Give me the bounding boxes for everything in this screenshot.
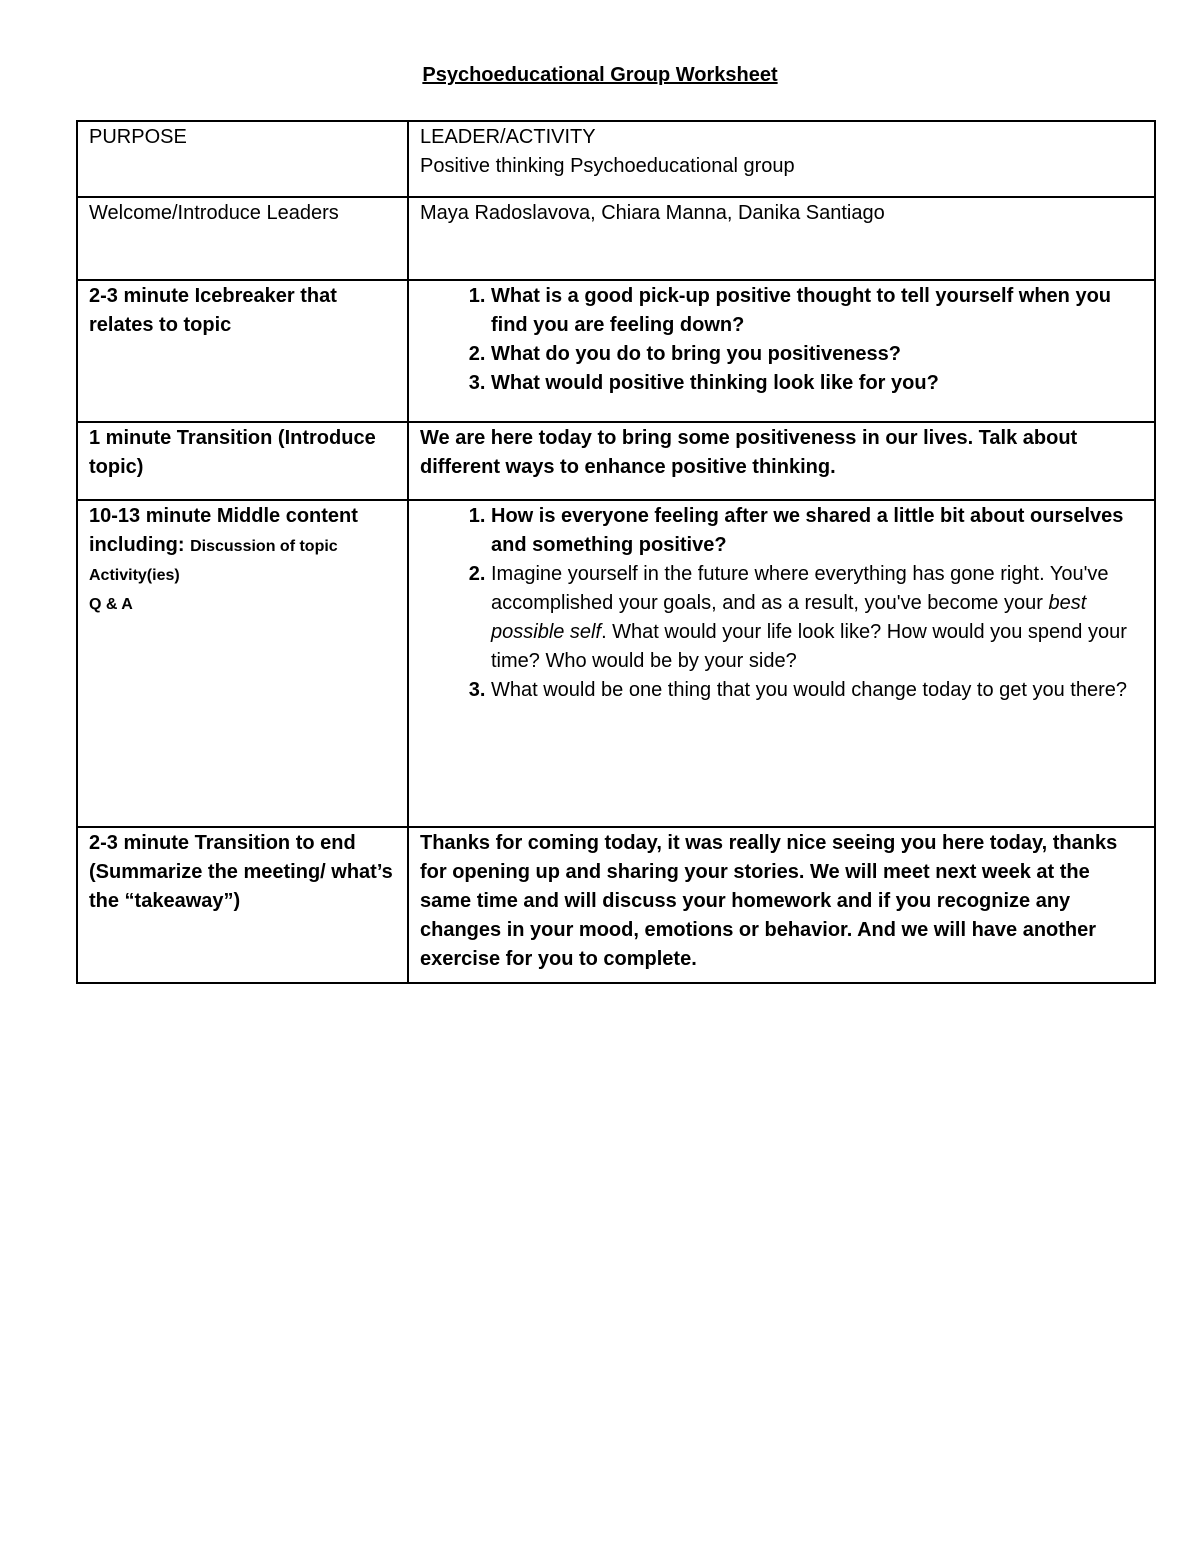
content-cell [408,500,1155,827]
purpose-text: 2-3 minute Transition to end (Summarize the meeting/ what’s the “takeaway”) [89,832,393,912]
purpose-cell [77,197,408,280]
purpose-subtext: Activity(ies) [89,567,180,584]
content-cell [408,280,1155,422]
list-item-text: What would be one thing that you would change today to get you there? [491,679,1127,701]
activity-name: Positive thinking Psychoeducational group [420,155,795,177]
content-cell [408,827,1155,983]
list-item: 1. What is a good pick-up positive thought to tell yourself when you find you are feeling down? [491,282,1142,340]
list-item: 1. How is everyone feeling after we shared a little bit about ourselves and something positive? [491,502,1142,560]
table-row [77,827,1155,983]
purpose-cell [77,280,408,422]
list-item-text: Imagine yourself in the future where everything has gone right. You've accomplished your goals, and as a result, you've become your [491,563,1109,614]
table-row [77,280,1155,422]
list-item-text: . What would your life look like? How would you spend your time? Who would be by your side? [491,621,1127,672]
purpose-subtext: Q & A [89,596,133,613]
page-title: Psychoeducational Group Worksheet [422,64,778,86]
content-cell [408,197,1155,280]
purpose-cell [77,500,408,827]
list-item: 2. What do you do to bring you positiveness? [491,340,1142,369]
content-cell [408,422,1155,500]
list-item [491,560,1142,676]
transition-text: We are here today to bring some positiveness in our lives. Talk about different ways to enhance positive thinking. [420,427,1078,478]
purpose-subtext: Discussion of topic [190,538,338,555]
leaders-names: Maya Radoslavova, Chiara Manna, Danika Santiago [420,202,885,224]
purpose-header-cell [77,121,408,197]
purpose-text: 2-3 minute Icebreaker that relates to topic [89,285,337,336]
table-row [77,197,1155,280]
best-possible-self-text: best possible self [491,592,1087,643]
list-item: 3. What would positive thinking look like for you? [491,369,1142,398]
worksheet-table [76,120,1156,984]
icebreaker-list [420,282,1142,398]
purpose-text: Welcome/Introduce Leaders [89,202,339,224]
purpose-text: 1 minute Transition (Introduce topic) [89,427,376,478]
purpose-header: PURPOSE [89,126,187,148]
middle-content-list [420,502,1142,705]
leader-activity-header: LEADER/ACTIVITY [420,126,596,148]
leader-activity-header-cell [408,121,1155,197]
table-row [77,500,1155,827]
purpose-cell [77,422,408,500]
list-item [491,676,1142,705]
purpose-cell [77,827,408,983]
purpose-text: 10-13 minute Middle content including: [89,505,358,556]
table-row [77,121,1155,197]
closing-text: Thanks for coming today, it was really nice seeing you here today, thanks for opening up and sharing your stories. We will meet next week at the same time and will discuss your homework and if you recognize any changes in your mood, emotions or behavior. And we will have another exercise for you to complete. [420,832,1118,970]
table-row [77,422,1155,500]
